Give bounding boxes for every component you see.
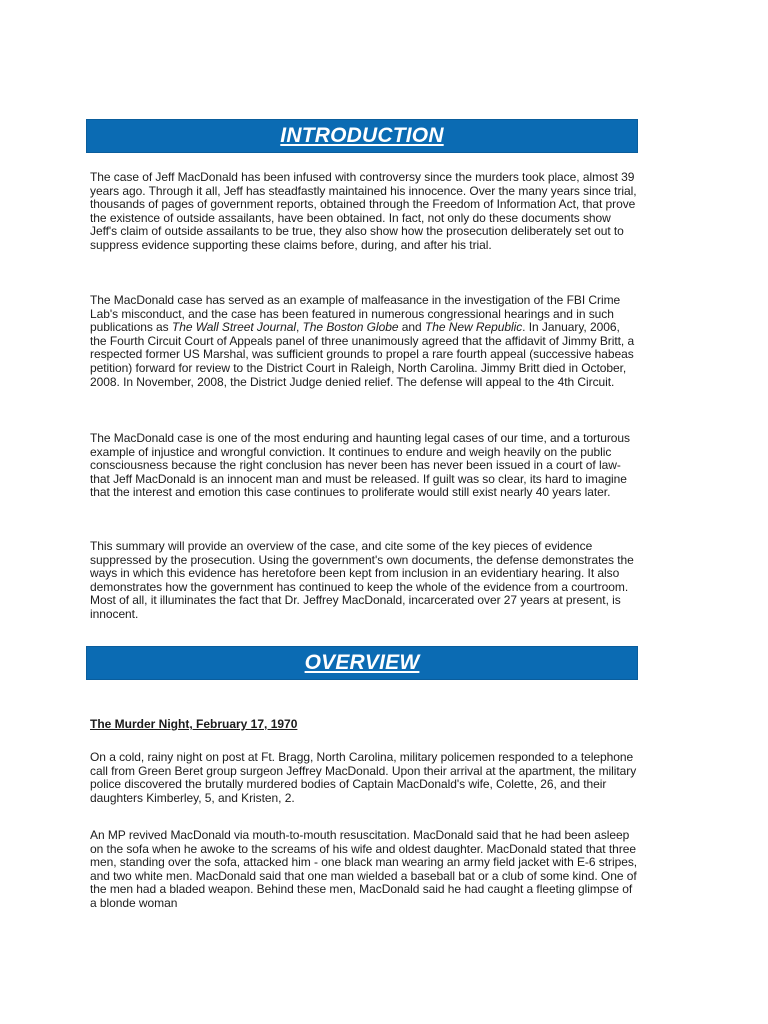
overview-banner [86, 646, 638, 680]
intro-p2-sep-1: , [295, 320, 303, 335]
overview-paragraph-1: On a cold, rainy night on post at Ft. Bragg, North Carolina, military policemen responded to a telephone call from Green Beret group surgeon Jeffrey MacDonald. Upon their arrival at the apartment, the military police discovered the brutally murdered bodies of Captain MacDonald's wife, Colette, 26, and their daughters Kimberley, 5, and Kristen, 2. [90, 750, 637, 805]
intro-p2-sep-2: and [398, 320, 425, 335]
murder-night-subheading: The Murder Night, February 17, 1970 [90, 717, 298, 731]
introduction-banner [86, 119, 638, 153]
publication-new-republic: The New Republic [424, 320, 523, 335]
publication-wall-street-journal: The Wall Street Journal [171, 320, 296, 335]
intro-paragraph-3: The MacDonald case is one of the most enduring and haunting legal cases of our time, and a torturous example of injustice and wrongful conviction. It continues to endure and weigh heavily on the public consciousness because the right conclusion has never been has never been issued in a court of law- that Jeff MacDonald is an innocent man and must be released. If guilt was so clear, its hard to imagine that the interest and emotion this case continues to proliferate would still exist nearly 40 years later. [90, 431, 630, 500]
intro-paragraph-1: The case of Jeff MacDonald has been infused with controversy since the murders took place, almost 39 years ago. Through it all, Jeff has steadfastly maintained his innocence. Over the many years since trial, thousands of pages of government reports, obtained through the Freedom of Information Act, that prove the existence of outside assailants, have been obtained. In fact, not only do these documents show Jeff's claim of outside assailants to be true, they also show how the prosecution deliberately set out to suppress evidence supporting these claims before, during, and after his trial. [90, 170, 637, 252]
overview-title: OVERVIEW [304, 651, 420, 674]
intro-p2-text-b: . In January, 2006, the Fourth Circuit Court of Appeals panel of three unanimously agreed that the affidavit of Jimmy Britt, a respected former US Marshal, was sufficient grounds to propel a rare fourth appeal (successive habeas petition) forward for review to the District Court in Raleigh, North Carolina. Jimmy Britt died in October, 2008. In November, 2008, the District Judge denied relief. The defense will appeal to the 4th Circuit. [90, 320, 635, 389]
intro-paragraph-4: This summary will provide an overview of the case, and cite some of the key pieces of evidence suppressed by the prosecution. Using the government's own documents, the defense demonstrates the ways in which this evidence has heretofore been kept from inclusion in an evidentiary hearing. It also demonstrates how the government has continued to keep the whole of the evidence from a courtroom. Most of all, it illuminates the fact that Dr. Jeffrey MacDonald, incarcerated over 27 years at present, is innocent. [90, 539, 634, 621]
intro-p2-text-a: The MacDonald case has served as an example of malfeasance in the investigation of the FBI Crime Lab's misconduct, and the case has been featured in numerous congressional hearings and in such publications as [90, 293, 621, 335]
introduction-title: INTRODUCTION [280, 124, 444, 147]
publication-boston-globe: The Boston Globe [302, 320, 399, 335]
overview-paragraph-2: An MP revived MacDonald via mouth-to-mouth resuscitation. MacDonald said that he had been asleep on the sofa when he awoke to the screams of his wife and oldest daughter. MacDonald stated that three men, standing over the sofa, attacked him - one black man wearing an army field jacket with E-6 stripes, and two white men. MacDonald said that one man wielded a baseball bat or a club of some kind. One of the men had a bladed weapon. Behind these men, MacDonald said he had caught a fleeting glimpse of a blonde woman [90, 828, 638, 910]
intro-paragraph-2 [90, 294, 638, 389]
